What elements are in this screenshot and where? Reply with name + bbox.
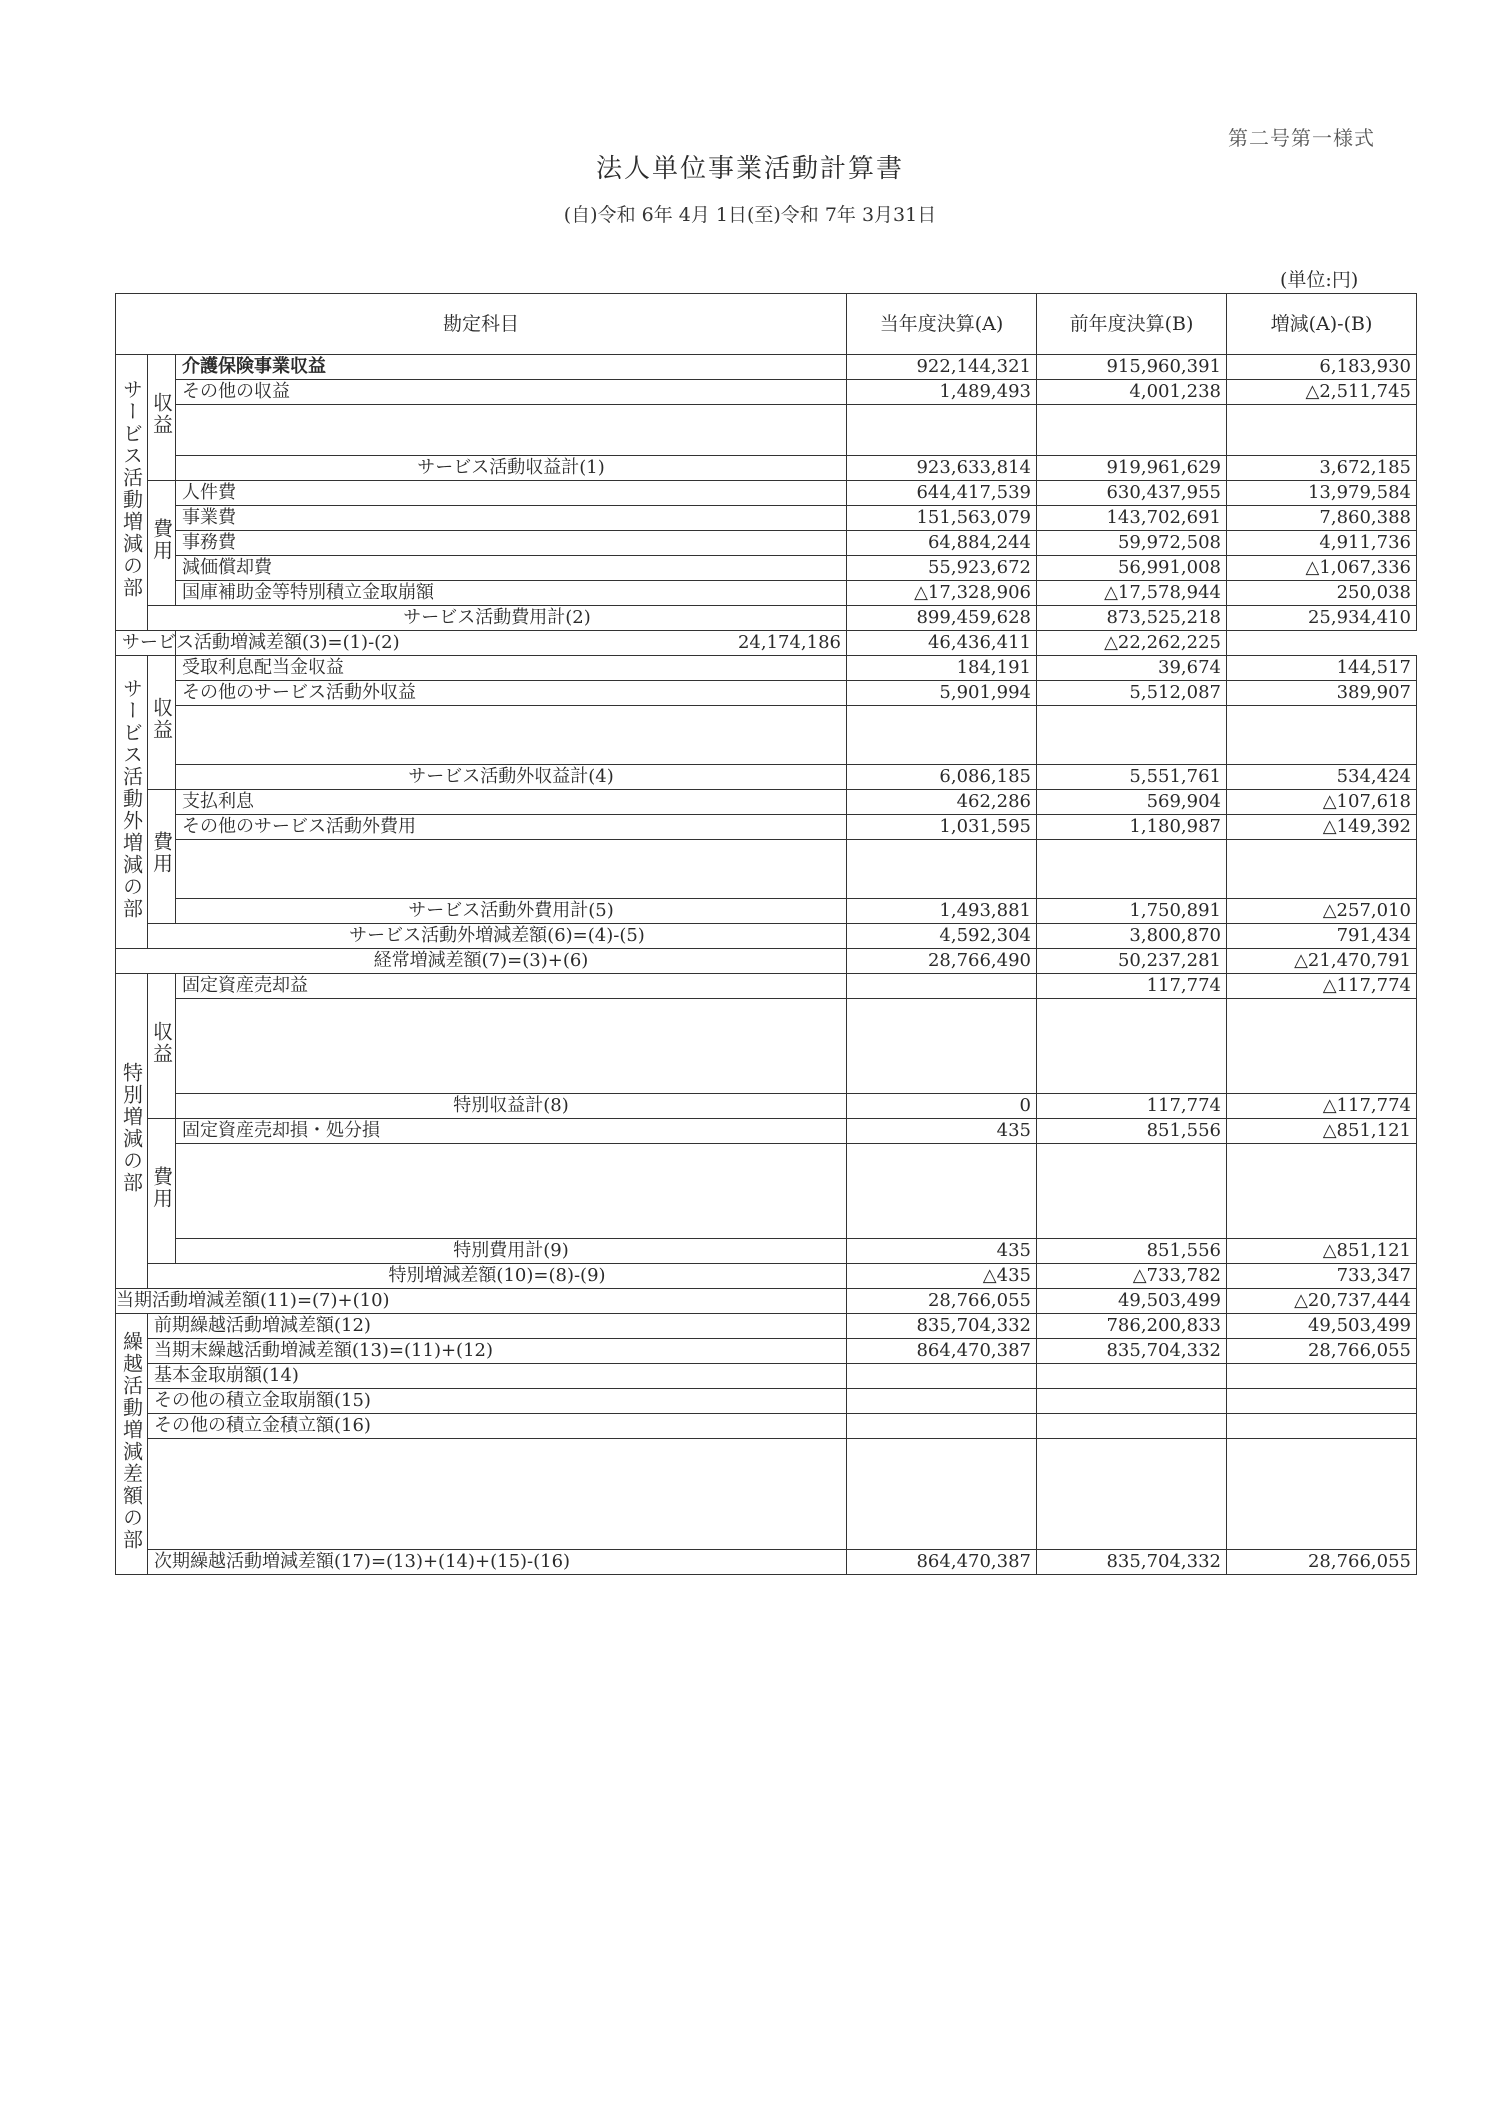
value-current: 184,191	[847, 656, 1037, 681]
row-label: 次期繰越活動増減差額(17)=(13)+(14)+(15)-(16)	[148, 1550, 847, 1575]
value-current: 462,286	[847, 790, 1037, 815]
value-diff: 6,183,930	[1227, 355, 1417, 380]
row-label: サービス活動外費用計(5)	[176, 899, 847, 924]
value-diff: 4,911,736	[1227, 531, 1417, 556]
table-row	[116, 1094, 1417, 1119]
table-row-blank	[116, 1439, 1417, 1550]
table-row	[116, 899, 1417, 924]
value-previous: 569,904	[1037, 790, 1227, 815]
value-current: 28,766,490	[847, 949, 1037, 974]
table-row	[116, 1414, 1417, 1439]
table-row	[116, 656, 1417, 681]
value-current: 899,459,628	[847, 606, 1037, 631]
value-current: 0	[847, 1094, 1037, 1119]
value-diff: △22,262,225	[1037, 631, 1227, 656]
table-row	[116, 815, 1417, 840]
value-diff	[1227, 1364, 1417, 1389]
table-row	[116, 1389, 1417, 1414]
value-previous: 117,774	[1037, 974, 1227, 999]
value-current	[847, 1389, 1037, 1414]
value-current: 435	[847, 1119, 1037, 1144]
table-row	[116, 380, 1417, 405]
value-previous: 919,961,629	[1037, 456, 1227, 481]
row-label: 特別費用計(9)	[176, 1239, 847, 1264]
row-label: サービス活動外収益計(4)	[176, 765, 847, 790]
row-label: 経常増減差額(7)=(3)+(6)	[116, 949, 847, 974]
row-label: 支払利息	[176, 790, 847, 815]
row-label: 特別増減差額(10)=(8)-(9)	[148, 1264, 847, 1289]
value-previous: 39,674	[1037, 656, 1227, 681]
value-diff: 389,907	[1227, 681, 1417, 706]
currency-unit: (単位:円)	[1280, 269, 1359, 291]
table-row-blank	[116, 999, 1417, 1094]
table-row	[116, 1239, 1417, 1264]
value-diff: △1,067,336	[1227, 556, 1417, 581]
value-current: 864,470,387	[847, 1339, 1037, 1364]
value-current: 4,592,304	[847, 924, 1037, 949]
sub-expense: 費用	[148, 481, 176, 606]
value-current: 835,704,332	[847, 1314, 1037, 1339]
value-current	[847, 1364, 1037, 1389]
value-current: 28,766,055	[847, 1289, 1037, 1314]
value-diff: 733,347	[1227, 1264, 1417, 1289]
table-row	[116, 681, 1417, 706]
value-diff: 28,766,055	[1227, 1339, 1417, 1364]
table-row	[116, 531, 1417, 556]
value-previous: 50,237,281	[1037, 949, 1227, 974]
value-previous: 117,774	[1037, 1094, 1227, 1119]
table-row	[116, 949, 1417, 974]
value-current: 923,633,814	[847, 456, 1037, 481]
value-diff: 144,517	[1227, 656, 1417, 681]
value-current: 6,086,185	[847, 765, 1037, 790]
value-previous: 851,556	[1037, 1239, 1227, 1264]
value-previous: 835,704,332	[1037, 1550, 1227, 1575]
value-current: 1,031,595	[847, 815, 1037, 840]
section-service: サービス活動増減の部	[116, 355, 148, 631]
table-row	[116, 456, 1417, 481]
sub-revenue: 収益	[148, 974, 176, 1119]
table-row-blank	[116, 405, 1417, 456]
value-previous: 630,437,955	[1037, 481, 1227, 506]
value-current: △435	[847, 1264, 1037, 1289]
value-previous: 4,001,238	[1037, 380, 1227, 405]
value-previous: 835,704,332	[1037, 1339, 1227, 1364]
header-account: 勘定科目	[116, 294, 847, 355]
value-diff	[1227, 1389, 1417, 1414]
table-row	[116, 1289, 1417, 1314]
row-label: 前期繰越活動増減差額(12)	[148, 1314, 847, 1339]
table-row-blank	[116, 1144, 1417, 1239]
value-current: 55,923,672	[847, 556, 1037, 581]
row-label: 固定資産売却益	[176, 974, 847, 999]
table-row	[116, 1119, 1417, 1144]
value-diff: △21,470,791	[1227, 949, 1417, 974]
value-current: 5,901,994	[847, 681, 1037, 706]
value-diff: △107,618	[1227, 790, 1417, 815]
sub-revenue: 収益	[148, 656, 176, 790]
row-label: その他の収益	[176, 380, 847, 405]
form-number: 第二号第一様式	[1228, 126, 1375, 150]
value-diff: 49,503,499	[1227, 1314, 1417, 1339]
row-label: 基本金取崩額(14)	[148, 1364, 847, 1389]
value-previous: 3,800,870	[1037, 924, 1227, 949]
value-previous: 5,551,761	[1037, 765, 1227, 790]
row-label: その他の積立金積立額(16)	[148, 1414, 847, 1439]
value-current: 864,470,387	[847, 1550, 1037, 1575]
value-previous: 46,436,411	[847, 631, 1037, 656]
value-current	[847, 974, 1037, 999]
value-diff: △2,511,745	[1227, 380, 1417, 405]
table-row	[116, 1264, 1417, 1289]
table-row	[116, 924, 1417, 949]
value-previous: 786,200,833	[1037, 1314, 1227, 1339]
value-current: △17,328,906	[847, 581, 1037, 606]
row-label: サービス活動外増減差額(6)=(4)-(5)	[148, 924, 847, 949]
value-previous: △733,782	[1037, 1264, 1227, 1289]
table-row	[116, 1314, 1417, 1339]
value-diff: 250,038	[1227, 581, 1417, 606]
table-header-row	[116, 294, 1417, 355]
row-label: サービス活動増減差額(3)=(1)-(2)	[116, 631, 176, 656]
header-difference: 増減(A)-(B)	[1227, 294, 1417, 355]
table-row	[116, 355, 1417, 380]
row-label: 介護保険事業収益	[176, 355, 847, 380]
table-row	[116, 506, 1417, 531]
value-current: 151,563,079	[847, 506, 1037, 531]
value-diff	[1227, 1414, 1417, 1439]
value-current	[847, 1414, 1037, 1439]
sub-expense: 費用	[148, 790, 176, 924]
value-diff: △117,774	[1227, 974, 1417, 999]
table-row	[116, 765, 1417, 790]
value-diff: △149,392	[1227, 815, 1417, 840]
table-row	[116, 481, 1417, 506]
value-previous: △17,578,944	[1037, 581, 1227, 606]
value-diff: 25,934,410	[1227, 606, 1417, 631]
row-label: 人件費	[176, 481, 847, 506]
row-label: 国庫補助金等特別積立金取崩額	[176, 581, 847, 606]
value-previous: 873,525,218	[1037, 606, 1227, 631]
table-row	[116, 631, 1417, 656]
section-special: 特別増減の部	[116, 974, 148, 1289]
value-current: 644,417,539	[847, 481, 1037, 506]
value-diff: 534,424	[1227, 765, 1417, 790]
row-label: 当期末繰越活動増減差額(13)=(11)+(12)	[148, 1339, 847, 1364]
value-previous: 59,972,508	[1037, 531, 1227, 556]
section-carryover: 繰越活動増減差額の部	[116, 1314, 148, 1575]
row-label: サービス活動収益計(1)	[176, 456, 847, 481]
row-label: 特別収益計(8)	[176, 1094, 847, 1119]
row-label: 当期活動増減差額(11)=(7)+(10)	[116, 1289, 847, 1314]
value-previous: 915,960,391	[1037, 355, 1227, 380]
value-previous: 851,556	[1037, 1119, 1227, 1144]
table-row-blank	[116, 706, 1417, 765]
value-diff: 13,979,584	[1227, 481, 1417, 506]
row-label: 固定資産売却損・処分損	[176, 1119, 847, 1144]
value-current: 64,884,244	[847, 531, 1037, 556]
value-diff: △257,010	[1227, 899, 1417, 924]
value-previous	[1037, 1414, 1227, 1439]
document-title: 法人単位事業活動計算書	[595, 154, 904, 184]
row-label: サービス活動費用計(2)	[148, 606, 847, 631]
value-current: 1,489,493	[847, 380, 1037, 405]
value-previous: 56,991,008	[1037, 556, 1227, 581]
row-label: 事務費	[176, 531, 847, 556]
row-label: 減価償却費	[176, 556, 847, 581]
header-previous-year: 前年度決算(B)	[1037, 294, 1227, 355]
row-label: その他の積立金取崩額(15)	[148, 1389, 847, 1414]
row-label: その他のサービス活動外費用	[176, 815, 847, 840]
table-row	[116, 556, 1417, 581]
sub-expense: 費用	[148, 1119, 176, 1264]
table-row	[116, 581, 1417, 606]
value-diff: 3,672,185	[1227, 456, 1417, 481]
value-diff: △117,774	[1227, 1094, 1417, 1119]
value-current: 435	[847, 1239, 1037, 1264]
section-non-service: サービス活動外増減の部	[116, 656, 148, 949]
table-row-blank	[116, 840, 1417, 899]
table-row	[116, 790, 1417, 815]
fiscal-period: (自)令和 6年 4月 1日(至)令和 7年 3月31日	[563, 204, 937, 226]
value-previous: 143,702,691	[1037, 506, 1227, 531]
table-row	[116, 606, 1417, 631]
value-previous: 49,503,499	[1037, 1289, 1227, 1314]
value-current: 922,144,321	[847, 355, 1037, 380]
value-diff: △851,121	[1227, 1119, 1417, 1144]
table-row	[116, 1339, 1417, 1364]
value-previous: 1,750,891	[1037, 899, 1227, 924]
value-diff: 791,434	[1227, 924, 1417, 949]
sub-revenue: 収益	[148, 355, 176, 481]
value-diff: 28,766,055	[1227, 1550, 1417, 1575]
value-previous: 5,512,087	[1037, 681, 1227, 706]
table-row	[116, 1550, 1417, 1575]
value-diff: △851,121	[1227, 1239, 1417, 1264]
value-diff: △20,737,444	[1227, 1289, 1417, 1314]
value-previous	[1037, 1364, 1227, 1389]
activity-statement-table	[115, 293, 1417, 1575]
value-current: 1,493,881	[847, 899, 1037, 924]
value-current: 24,174,186	[176, 631, 847, 656]
row-label: 受取利息配当金収益	[176, 656, 847, 681]
row-label: その他のサービス活動外収益	[176, 681, 847, 706]
table-row	[116, 1364, 1417, 1389]
value-diff: 7,860,388	[1227, 506, 1417, 531]
value-previous: 1,180,987	[1037, 815, 1227, 840]
value-previous	[1037, 1389, 1227, 1414]
header-current-year: 当年度決算(A)	[847, 294, 1037, 355]
table-row	[116, 974, 1417, 999]
row-label: 事業費	[176, 506, 847, 531]
